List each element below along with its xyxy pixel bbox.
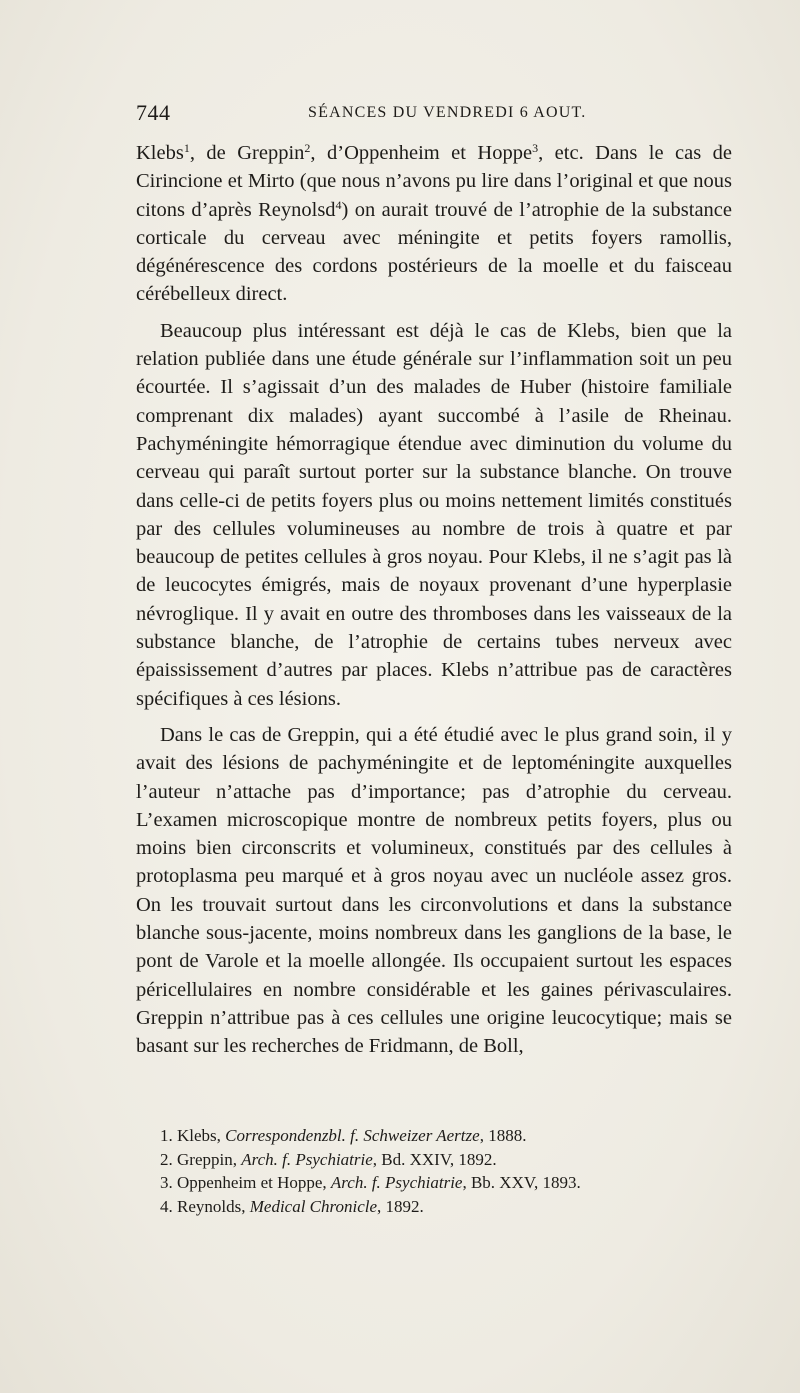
page-header xyxy=(136,100,736,132)
footnote-details: , Bb. XXV, 1893. xyxy=(462,1173,581,1192)
footnotes xyxy=(160,1124,720,1218)
footnote-journal: Medical Chronicle xyxy=(249,1196,378,1216)
footnote xyxy=(160,1148,720,1172)
footnote-details: , 1892. xyxy=(377,1196,424,1216)
paragraph xyxy=(136,317,732,713)
footnote-journal: Correspondenzbl. f. Schweizer Aertze xyxy=(225,1126,480,1145)
footnote xyxy=(160,1171,720,1195)
text-run: , de Greppin xyxy=(189,142,305,164)
footnote-ref: 2 xyxy=(304,141,311,155)
text-run: , etc. Dans le cas de Cirincione et Mirto (que nous n’avons pu lire dans l’original et que nous citons d’après Reynolsd xyxy=(136,142,732,221)
footnote xyxy=(160,1124,720,1148)
text-run: ) on aurait trouvé de l’atrophie de la substance corticale du cerveau avec méningite et petits foyers ramollis, dégénérescence des cordons postérieurs de la moelle et du faisceau cérébelleux direct. xyxy=(136,198,732,306)
footnote xyxy=(160,1195,720,1219)
footnote-author: Klebs, xyxy=(177,1126,226,1145)
footnote-ref: 4 xyxy=(335,197,342,212)
footnote-author: Reynolds, xyxy=(177,1196,250,1216)
footnote-ref: 3 xyxy=(532,141,539,155)
footnote-number: 1. xyxy=(160,1126,173,1145)
footnote-number: 4. xyxy=(160,1196,173,1216)
text-run: , d’Oppenheim et Hoppe xyxy=(310,142,533,164)
footnote-number: 3. xyxy=(160,1173,173,1192)
footnote-details: , 1888. xyxy=(479,1126,527,1145)
footnote-author: Greppin, xyxy=(177,1149,242,1169)
footnote-number: 2. xyxy=(160,1149,173,1169)
text-run: Beaucoup plus intéressant est déjà le cas de Klebs, bien que la relation publiée dans une étude générale sur l’inflammation soit un peu écourtée. Il s’agissait d’un des malades de Huber (histoire familiale comprenant dix malades) ayant succombé à l’asile de Rheinau. Pachyméningite hémorragique étendue avec diminution du volume du cerveau qui paraît surtout porter sur la substance blanche. On trouve dans celle-ci de petits foyers plus ou moins nettement limités constitués par des cellules volumineuses au nombre de trois à quatre et par beaucoup de petites cellules à gros noyau. Pour Klebs, il ne s’agit pas là de leucocytes émigrés, mais de noyaux provenant d’une hyperplasie névroglique. Il y avait en outre des thromboses dans les vaisseaux de la substance blanche, de l’atrophie de certains tubes nerveux avec épaississement d’autres par places. Klebs n’attribue pas de caractères spécifiques à ces lésions. xyxy=(136,319,732,710)
running-title: SÉANCES DU VENDREDI 6 AOUT. xyxy=(308,104,587,121)
footnote-journal: Arch. f. Psychiatrie xyxy=(330,1173,463,1192)
body-text xyxy=(136,139,732,1061)
footnote-journal: Arch. f. Psychiatrie xyxy=(241,1149,373,1169)
paragraph xyxy=(136,139,732,309)
footnote-ref: 1 xyxy=(183,141,190,155)
page-number: 744 xyxy=(136,100,171,125)
footnote-author: Oppenheim et Hoppe, xyxy=(177,1173,331,1192)
footnote-details: , Bd. XXIV, 1892. xyxy=(372,1149,497,1169)
text-run: Klebs xyxy=(136,142,184,164)
text-run: Dans le cas de Greppin, qui a été étudié avec le plus grand soin, il y avait des lésions de pachyméningite et de leptoméningite auxquelles l’auteur n’attache pas d’importance; pas d’atrophie du cerveau. L’examen microscopique montre de nombreux petits foyers, plus ou moins bien circonscrits et volumineux, constitués par des cellules à protoplasma peu marqué et à gros noyau avec un nucléole assez gros. On les trouvait surtout dans les circonvolutions et dans la substance blanche sous-jacente, moins nombreux dans les ganglions de la base, le pont de Varole et la moelle allongée. Ils occupaient surtout les espaces péricellulaires en nombre considérable et les gaines périvasculaires. Greppin n’attribue pas à ces cellules une origine leucocytique; mais se basant sur les recherches de Fridmann, de Boll, xyxy=(136,723,732,1058)
paragraph xyxy=(136,721,732,1061)
